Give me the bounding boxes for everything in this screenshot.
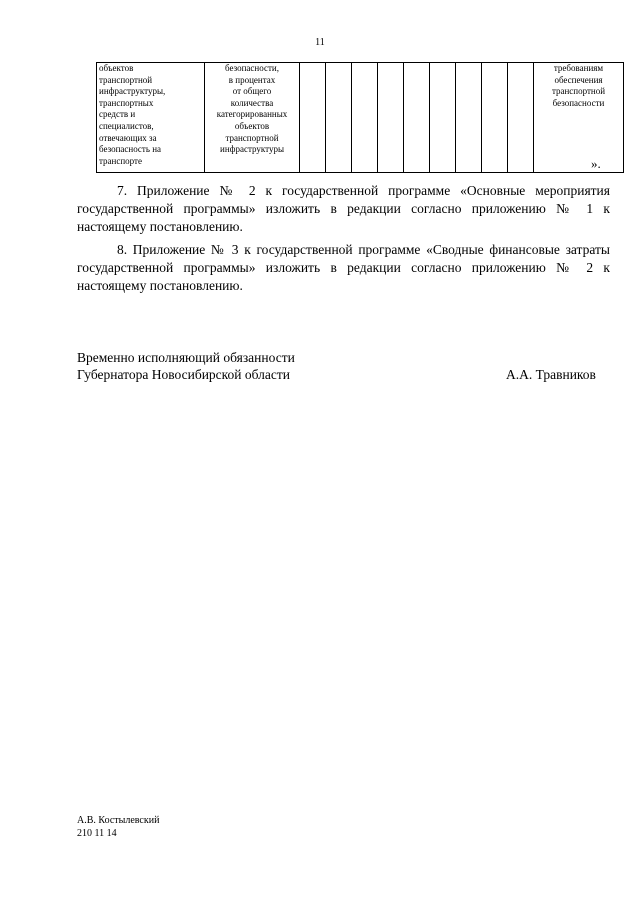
cell-line: средств и bbox=[99, 109, 136, 120]
signatory-position-line: Губернатора Новосибирской области bbox=[77, 367, 291, 382]
paragraph-7: 7. Приложение № 2 к государственной программе «Основные мероприятия государственной программы» изложить в редакции согласно приложению № 1 к настоящему постановлению. bbox=[77, 183, 610, 234]
cell-line: безопасность на bbox=[99, 144, 162, 155]
signatory-name: А.А. Травников bbox=[506, 367, 596, 382]
table-cell-empty bbox=[378, 63, 404, 173]
table-cell-empty bbox=[430, 63, 456, 173]
cell-line: в процентах bbox=[228, 74, 276, 85]
cell-line: специалистов, bbox=[99, 120, 154, 131]
closing-quote-mark: ». bbox=[591, 156, 601, 171]
paragraph-8: 8. Приложение № 3 к государственной программе «Сводные финансовые затраты государственной программы» изложить в редакции согласно приложению № 2 к настоящему постановлению. bbox=[77, 242, 610, 293]
cell-line: транспортной bbox=[99, 74, 153, 85]
signatory-position-line: Временно исполняющий обязанности bbox=[77, 350, 295, 365]
cell-line: безопасности, bbox=[225, 63, 279, 73]
table-row bbox=[97, 63, 624, 173]
cell-line: инфраструктуры bbox=[220, 144, 284, 155]
cell-line: инфраструктуры, bbox=[99, 86, 166, 97]
cell-line: объектов bbox=[234, 120, 270, 131]
cell-line: обеспечения bbox=[554, 74, 603, 85]
cell-line: объектов bbox=[99, 63, 134, 73]
table-cell-indicator-name bbox=[97, 63, 205, 173]
table-cell-empty bbox=[300, 63, 326, 173]
table-cell-empty bbox=[482, 63, 508, 173]
footer-contact bbox=[77, 814, 159, 840]
table-cell-indicator-unit bbox=[205, 63, 300, 173]
table-cell-empty bbox=[456, 63, 482, 173]
table-cell-empty bbox=[508, 63, 534, 173]
table-cell-note bbox=[534, 63, 624, 173]
continuation-table bbox=[96, 62, 624, 173]
cell-line: количества bbox=[230, 97, 274, 108]
page-number: 11 bbox=[315, 37, 325, 48]
signatory-position bbox=[77, 349, 295, 383]
cell-line: требованиям bbox=[553, 63, 604, 73]
table-cell-empty bbox=[352, 63, 378, 173]
table-cell-empty bbox=[326, 63, 352, 173]
table-cell-empty bbox=[404, 63, 430, 173]
cell-line: безопасности bbox=[552, 97, 605, 108]
cell-line: от общего bbox=[232, 86, 272, 97]
cell-line: транспортной bbox=[551, 86, 606, 97]
cell-line: отвечающих за bbox=[99, 132, 157, 143]
footer-phone: 210 11 14 bbox=[77, 828, 117, 839]
cell-line: транспортных bbox=[99, 97, 154, 108]
cell-line: транспортной bbox=[225, 132, 279, 143]
footer-author: А.В. Костылевский bbox=[77, 815, 160, 826]
cell-line: категорированных bbox=[216, 109, 288, 120]
cell-line: транспорте bbox=[99, 155, 142, 166]
